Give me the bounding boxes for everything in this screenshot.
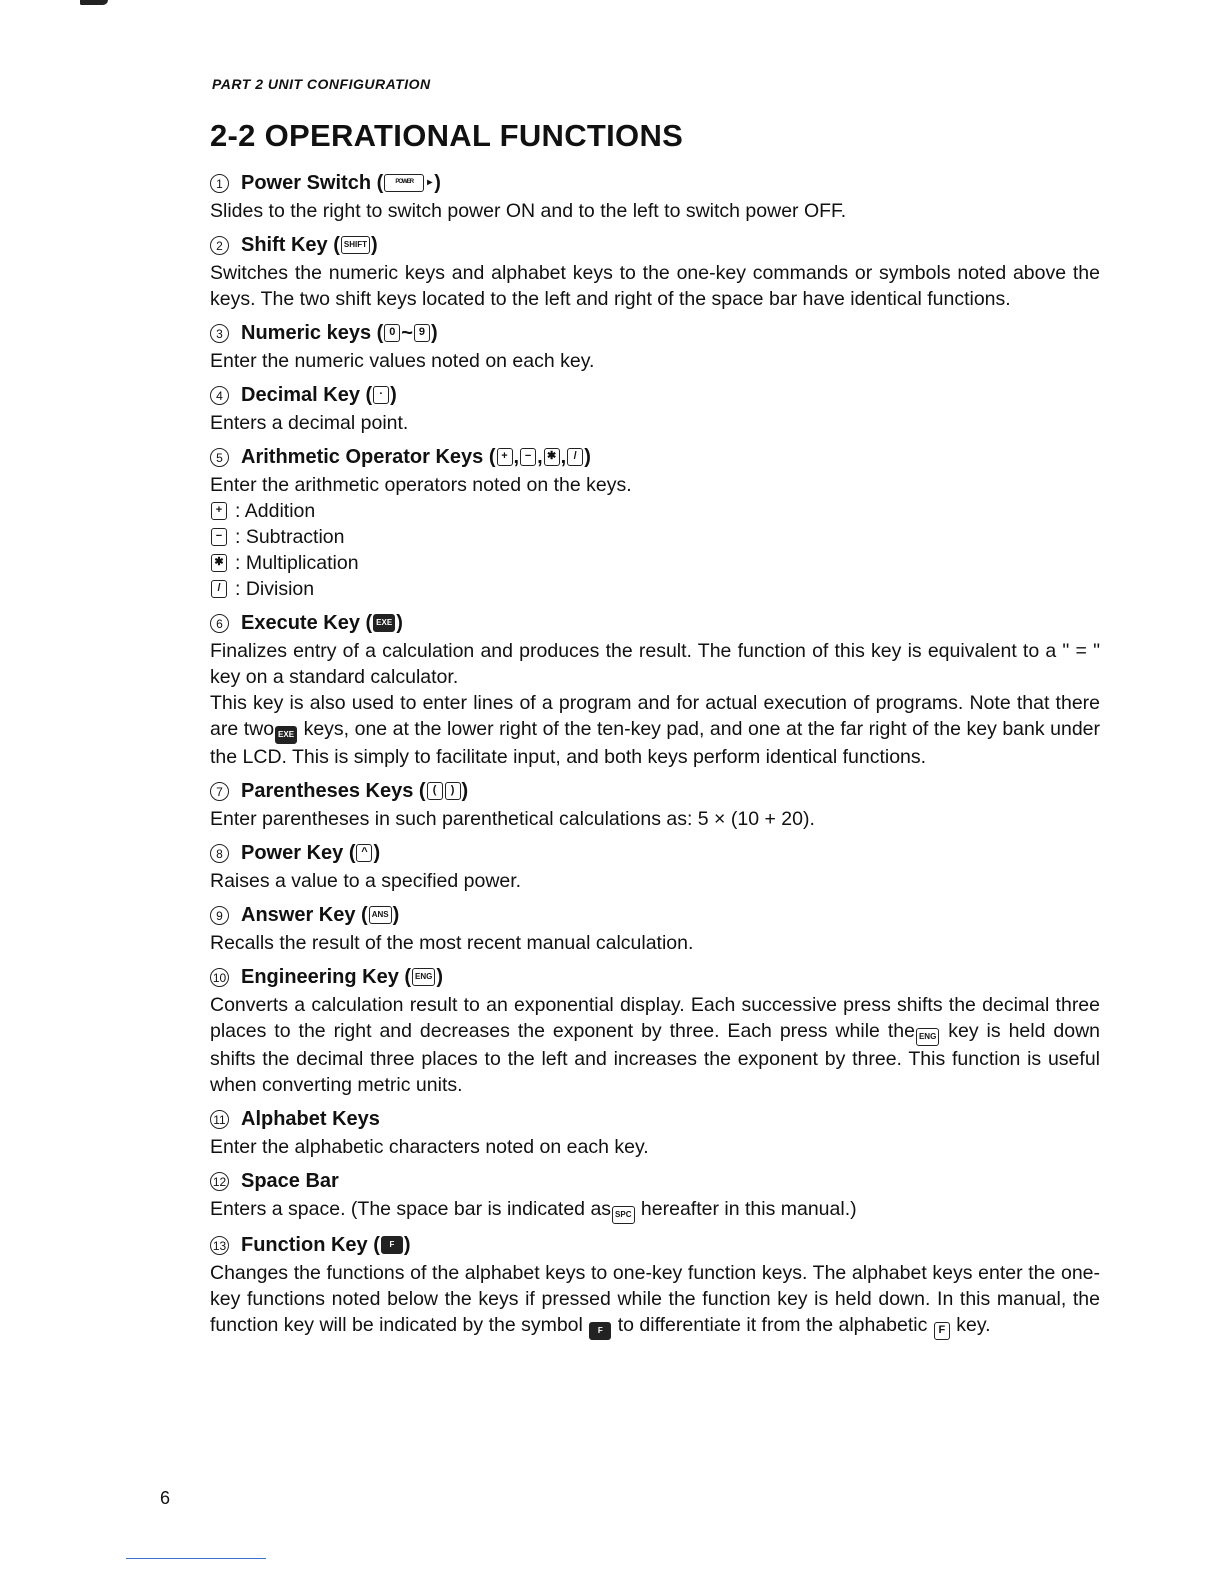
heading-text: Power Switch (: [241, 172, 384, 194]
section-decimal-key: [210, 380, 1100, 436]
section-heading: [210, 900, 1100, 930]
section-text: Switches the numeric keys and alphabet keys to the one-key commands or symbols noted above the keys. The two shift keys located to the left and right of the space bar have identical functions.: [210, 262, 1100, 310]
item-number: 4: [210, 386, 229, 405]
section-text: [210, 1260, 1100, 1340]
item-number: 13: [210, 1236, 229, 1255]
text-run: keys, one at the lower right of the ten-key pad, and one at the far right of the key bank under the LCD. This is simply to facilitate input, and both keys perform identical functions.: [210, 718, 1101, 768]
section-power-key: [210, 838, 1100, 894]
list-item: [210, 524, 1100, 550]
section-text: Enter parentheses in such parenthetical calculations as: 5 × (10 + 20).: [210, 808, 815, 830]
function-key-icon: F: [589, 1322, 611, 1340]
heading-close: ): [403, 1234, 411, 1256]
item-number: 3: [210, 324, 229, 343]
section-heading: [210, 318, 1100, 348]
minus-key-icon: −: [520, 448, 536, 466]
list-item: [210, 576, 1100, 602]
section-text: Finalizes entry of a calculation and produces the result. The function of this key is equivalent to a " = " key on a standard calculator.: [210, 640, 1100, 688]
item-number: 10: [210, 968, 229, 987]
heading-close: ): [436, 966, 444, 988]
section-text: [210, 992, 1100, 1098]
decimal-key-icon: ·: [373, 386, 389, 404]
item-number: 12: [210, 1172, 229, 1191]
divide-key-icon: /: [567, 448, 583, 466]
item-number: 5: [210, 448, 229, 467]
heading-text: Decimal Key (: [241, 384, 373, 406]
section-heading: [210, 608, 1100, 638]
section-execute-key: [210, 608, 1100, 770]
section-text: Enter the numeric values noted on each key.: [210, 350, 595, 372]
eng-key-icon: ENG: [412, 968, 435, 986]
left-paren-key-icon: (: [427, 782, 443, 800]
text-run: This key is also used to enter lines of a program and for actual execution of programs. Note that there are two: [210, 692, 1100, 740]
exe-key-icon: EXE: [275, 726, 297, 744]
section-text: Enters a decimal point.: [210, 412, 409, 434]
right-paren-key-icon: ): [445, 782, 461, 800]
text-run: key is held down shifts the decimal three places to the left and increases the exponent by three. This function is useful when converting metric units.: [210, 1020, 1100, 1096]
heading-close: ): [373, 842, 381, 864]
item-number: 2: [210, 236, 229, 255]
section-numeric-keys: [210, 318, 1100, 374]
section-text: [210, 690, 1100, 770]
function-key-icon: F: [381, 1236, 403, 1254]
text-run: key.: [956, 1314, 991, 1336]
list-item: [210, 498, 1100, 524]
op-label: : Subtraction: [235, 526, 345, 548]
heading-close: ): [396, 612, 403, 634]
section-text: [210, 1196, 1100, 1224]
section-function-key: [210, 1230, 1100, 1340]
minus-key-icon: −: [211, 528, 227, 546]
section-text: Enter the arithmetic operators noted on the keys.: [210, 474, 632, 496]
heading-text: Space Bar: [241, 1170, 339, 1192]
heading-close: ): [430, 322, 438, 344]
arrow-icon: ▸: [427, 177, 433, 188]
section-shift-key: [210, 230, 1100, 312]
item-number: 8: [210, 844, 229, 863]
item-number: 1: [210, 174, 229, 193]
spc-key-icon: SPC: [612, 1206, 634, 1224]
footer-rule: [126, 1558, 266, 1559]
op-label: : Multiplication: [235, 552, 359, 574]
heading-text: Parentheses Keys (: [241, 780, 426, 802]
tilde: ~: [401, 322, 413, 344]
section-heading: [210, 776, 1100, 806]
text-run: hereafter in this manual.): [640, 1198, 857, 1220]
text-run: Changes the functions of the alphabet keys to one-key function keys. The alphabet keys enter the one-key functions noted below the keys if pressed while the function key is held down. In this manual, the function key will be indicated by the symbol: [210, 1262, 1100, 1336]
content: [210, 168, 1100, 1346]
shift-key-icon: SHIFT: [341, 236, 370, 254]
caret-key-icon: ^: [356, 844, 372, 862]
heading-close: ): [434, 172, 441, 194]
page-number: 6: [160, 1488, 171, 1508]
op-label: : Addition: [235, 500, 316, 522]
scan-artifact: [80, 0, 108, 5]
section-text: Enter the alphabetic characters noted on each key.: [210, 1136, 649, 1158]
section-text: Recalls the result of the most recent manual calculation.: [210, 932, 694, 954]
section-heading: [210, 442, 1100, 472]
comma: ,: [560, 446, 567, 468]
section-arithmetic-keys: [210, 442, 1100, 602]
page-title: 2-2 OPERATIONAL FUNCTIONS: [210, 118, 684, 153]
zero-key-icon: 0: [384, 324, 400, 342]
heading-text: Engineering Key (: [241, 966, 412, 988]
heading-close: ): [392, 904, 400, 926]
section-space-bar: [210, 1166, 1100, 1224]
section-heading: [210, 838, 1100, 868]
nine-key-icon: 9: [414, 324, 430, 342]
times-key-icon: ✱: [211, 554, 227, 572]
heading-text: Numeric keys (: [241, 322, 384, 344]
section-heading: [210, 380, 1100, 410]
text-run: Enters a space. (The space bar is indicated as: [210, 1198, 612, 1220]
plus-key-icon: +: [211, 502, 227, 520]
eng-key-icon: ENG: [916, 1028, 939, 1046]
section-heading: [210, 1166, 1100, 1196]
text-run: Converts a calculation result to an exponential display. Each successive press shifts the decimal three places to the right and decreases the exponent by three. Each press while the: [210, 994, 1100, 1042]
item-number: 6: [210, 614, 229, 633]
heading-text: Execute Key (: [241, 612, 373, 634]
section-heading: [210, 230, 1100, 260]
running-header: PART 2 UNIT CONFIGURATION: [212, 76, 431, 92]
heading-text: Shift Key (: [241, 234, 340, 256]
divide-key-icon: /: [211, 580, 227, 598]
item-number: 7: [210, 782, 229, 801]
section-text: Slides to the right to switch power ON and to the left to switch power OFF.: [210, 200, 847, 222]
section-heading: [210, 1230, 1100, 1260]
heading-close: ): [371, 234, 378, 256]
f-key-icon: F: [934, 1322, 950, 1340]
item-number: 11: [210, 1110, 229, 1129]
item-number: 9: [210, 906, 229, 925]
ans-key-icon: ANS: [369, 906, 392, 924]
heading-close: ): [461, 780, 469, 802]
section-heading: [210, 168, 1100, 198]
heading-text: Function Key (: [241, 1234, 380, 1256]
section-power-switch: [210, 168, 1100, 224]
heading-text: Arithmetic Operator Keys (: [241, 446, 496, 468]
section-alphabet-keys: [210, 1104, 1100, 1160]
section-answer-key: [210, 900, 1100, 956]
power-switch-icon: POWER: [384, 174, 424, 192]
op-label: : Division: [235, 578, 315, 600]
heading-text: Power Key (: [241, 842, 356, 864]
plus-key-icon: +: [497, 448, 513, 466]
list-item: [210, 550, 1100, 576]
heading-text: Answer Key (: [241, 904, 368, 926]
section-parentheses-keys: [210, 776, 1100, 832]
heading-close: ): [584, 446, 591, 468]
comma: ,: [537, 446, 543, 468]
times-key-icon: ✱: [544, 448, 560, 466]
section-engineering-key: [210, 962, 1100, 1098]
comma: ,: [513, 446, 520, 468]
heading-text: Alphabet Keys: [241, 1108, 380, 1130]
section-heading: [210, 962, 1100, 992]
heading-close: ): [390, 384, 397, 406]
text-run: to differentiate it from the alphabetic: [617, 1314, 928, 1336]
section-heading: [210, 1104, 1100, 1134]
exe-key-icon: EXE: [373, 614, 395, 632]
section-text: Raises a value to a specified power.: [210, 870, 522, 892]
